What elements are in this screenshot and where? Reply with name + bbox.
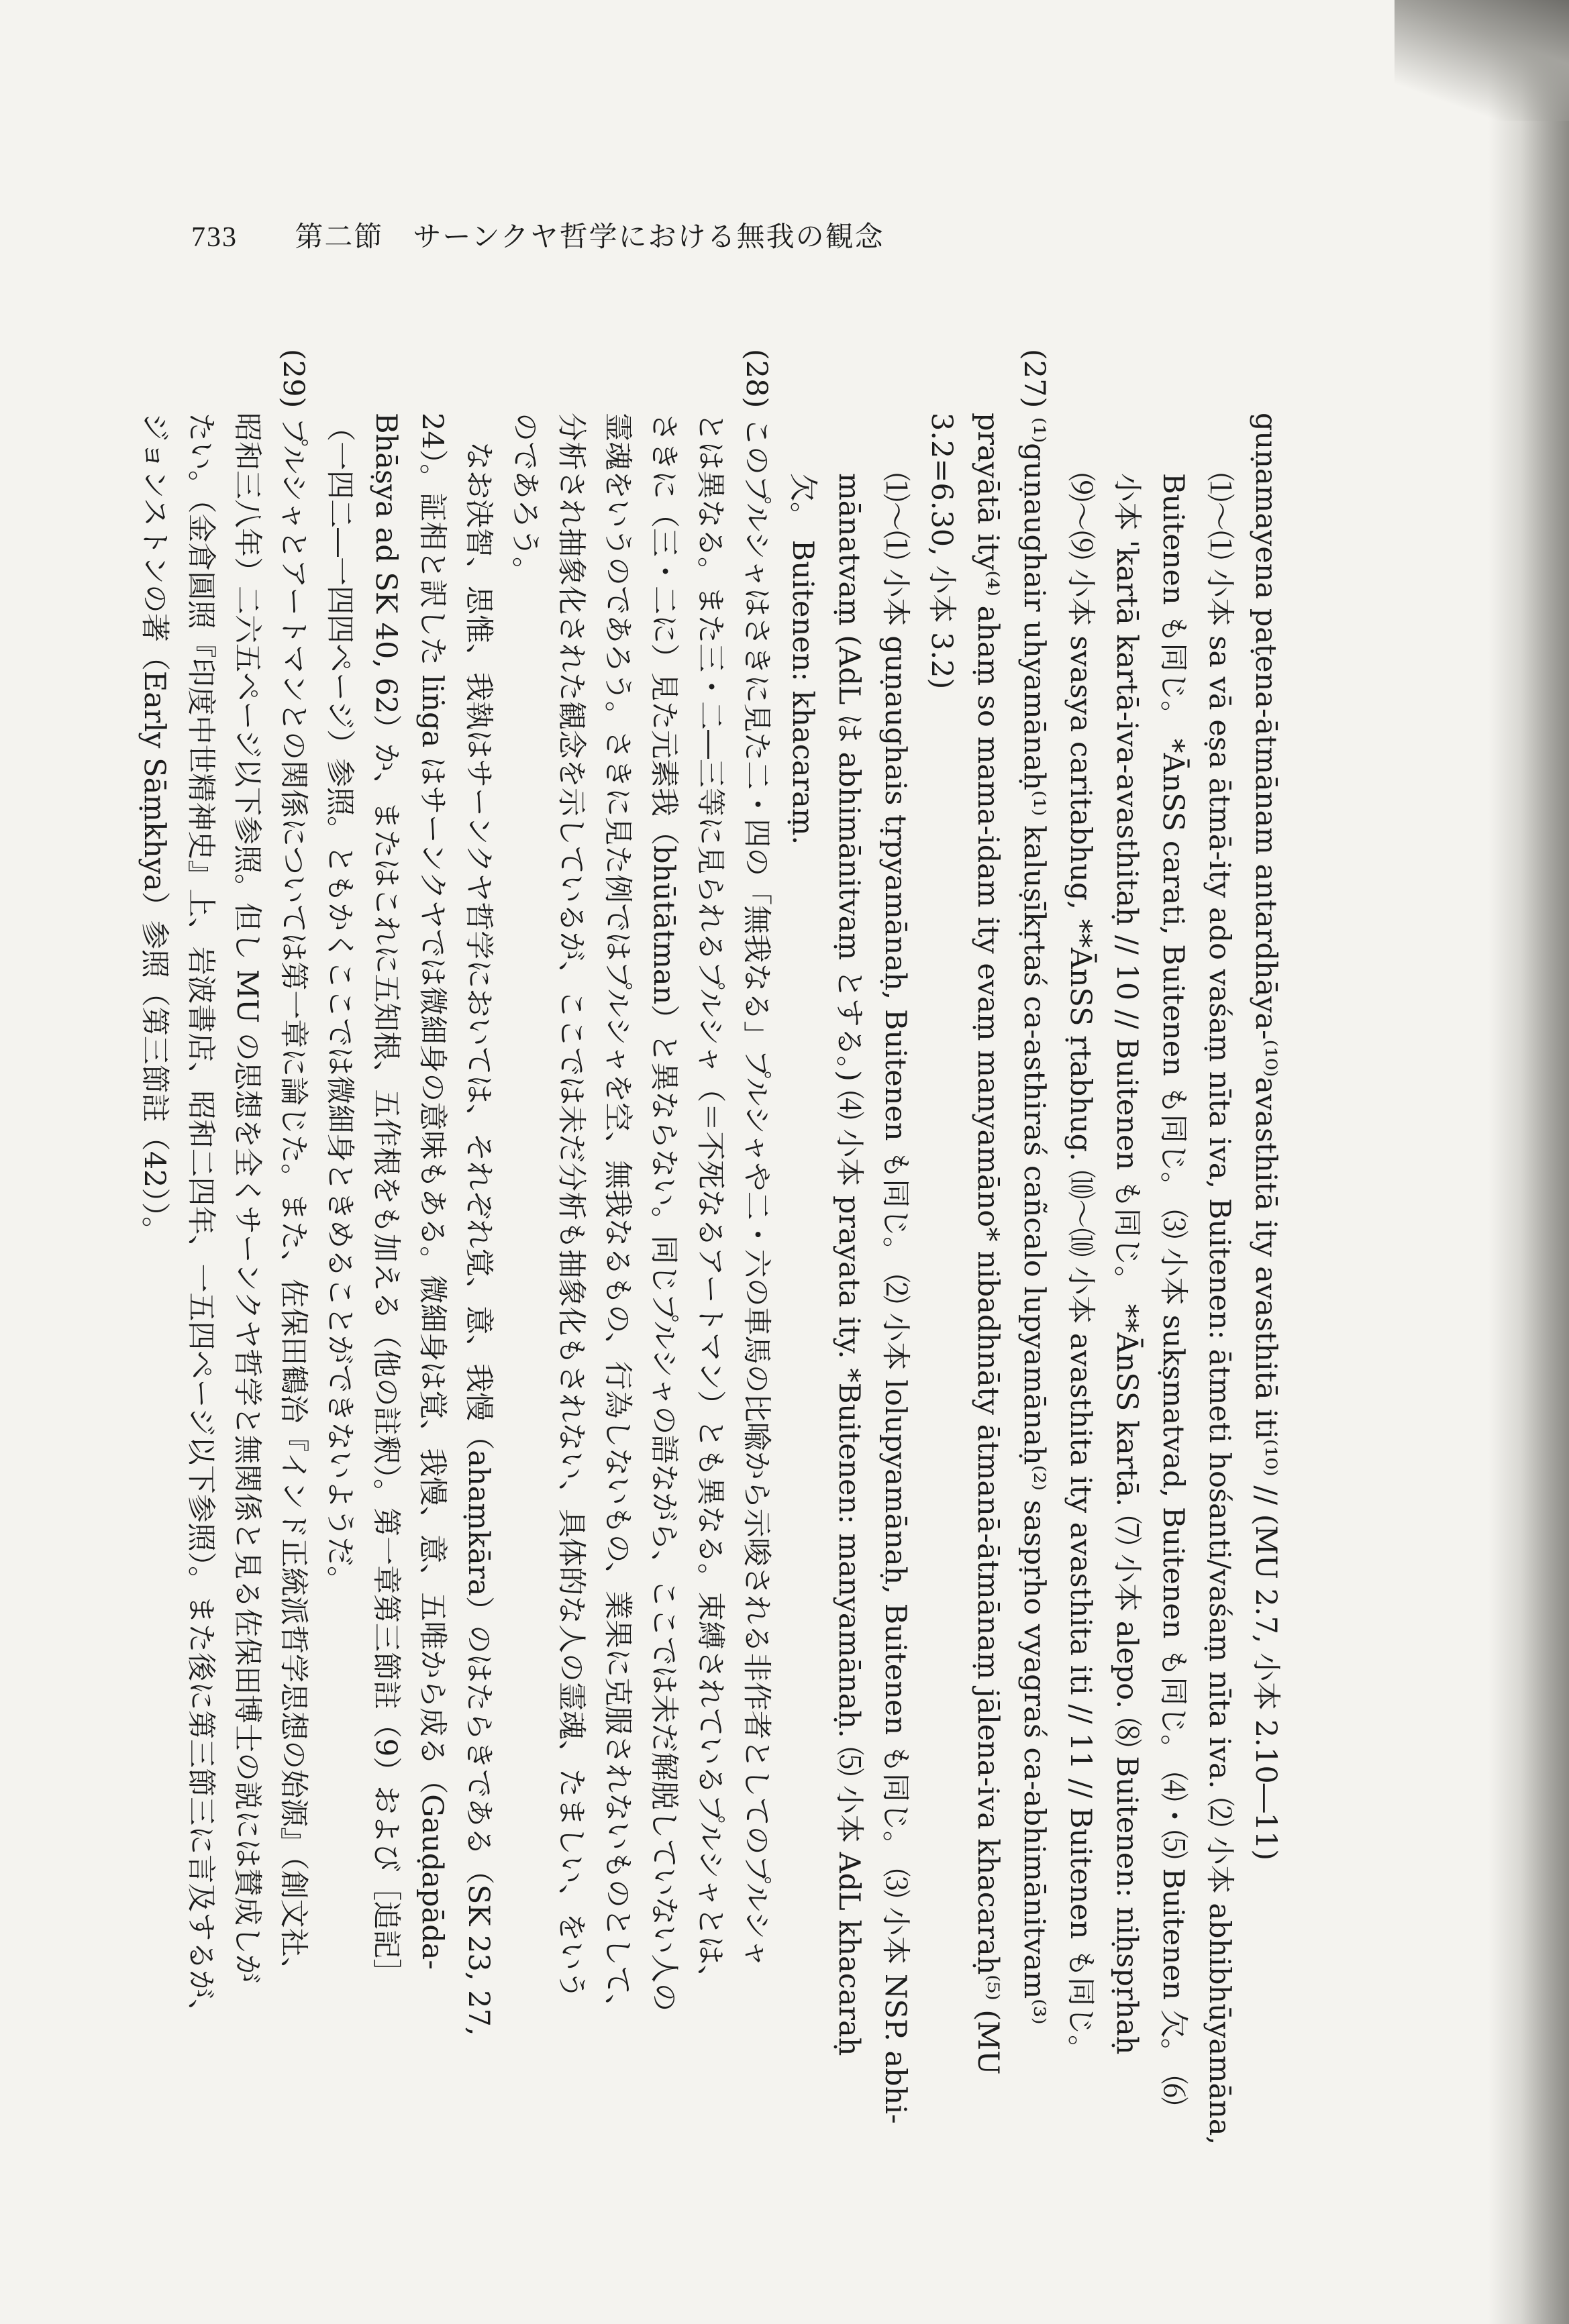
notes-body (138, 349, 1288, 2146)
scan-corner-shadow (1395, 0, 1569, 121)
text-line: guṇamayena paṭena-ātmānam antardhāya-⁽¹⁰⁾avasthitā ity avasthitā iti⁽¹⁰⁾ // (MU 2.7, 小本 2.10―11) (1249, 413, 1282, 1861)
text-line: ⑴～⑴ 小本 guṇaughais tṛpyamānaḥ, Buitenen も同じ。 ⑵ 小本 lolupyamānaḥ, Buitenen も同じ。 ⑶ 小本 NSP. abhi- (878, 473, 912, 2124)
text-line: mānatvaṃ (AdL は abhimānitvaṃ とする。) ⑷ 小本 prayata ity. *Buitenen: manyamānaḥ. ⑸ 小本 AdL khacaraḥ (832, 473, 866, 2056)
text-line: たい。（金倉圓照『印度中世精神史』上、岩波書店、昭和二四年、一五四ページ以下参照）。また後に第三節三に言及するが、 (184, 413, 217, 2028)
text-line: prayātā ity⁽⁴⁾ ahaṃ so mama-idam ity evaṃ manyamāno* nibadhnāty ātmanā-ātmānaṃ jālena-iva khacaraḥ⁽⁵⁾ (MU (971, 413, 1005, 2075)
text-line: とは異なる。また三・二―三等に見られるプルシャ（＝不死なるアートマン）とも異なる。束縛されているプルシャとは、 (693, 413, 727, 1994)
text-line: ⑼～⑼ 小本 svasya caritabhug, **ĀnSS ṛtabhug. ⑽～⑽ 小本 avasthita ity avasthita iti // 11 // Buitenen も同じ。 (1064, 473, 1097, 2064)
text-line: Bhāṣya ad SK 40, 62）か、またはこれに五知根、五作根をも加える（他の註釈）。第一章第三節註（9）および［追記］ (369, 413, 403, 1988)
running-head (191, 215, 884, 255)
text-line: 欠。 Buitenen: khacaraṃ. (786, 473, 819, 845)
text-line: (29) プルシャとアートマンとの関係については第一章に論じた。また、佐保田鶴治『インド正統派哲学思想の始源』（創文社、 (276, 349, 310, 1986)
text-line: 24）。証相と訳した liṅga はサーンクヤでは微細身の意味もある。微細身は覚、我慢、意、五唯から成る（Gauḍapāda- (415, 413, 449, 1970)
text-line: さきに（三・二に）見た元素我（bhūtātman）と異ならない。同じプルシャの語ながら、ここでは未だ解脱していない人の (647, 413, 680, 2012)
text-line: のであろう。 (508, 413, 542, 586)
text-line: Buitenen も同じ。 *ĀnSS carati, Buitenen も同じ。 ⑶ 小本 sukṣmatvad, Buitenen も同じ。 ⑷・⑸ Buitenen 欠。 ⑹ (1156, 473, 1190, 2105)
text-line: 分析され抽象化された観念を示しているが、ここでは未だ分析も抽象化もされない、具体的な人の霊魂、たましい、をいう (554, 413, 588, 1999)
text-line: 3.2=6.30, 小本 3.2) (925, 413, 958, 690)
text-line: ジョンストンの著（Early Sāṃkhya）参照（第三節註（42））。 (138, 413, 171, 1246)
text-line: ⑴～⑴ 小本 sa vā eṣa ātmā-ity ado vaśaṃ nīta iva, Buitenen: ātmeti hośanti/vaśaṃ nīta iva. ⑵ 小本 abhibhūyamāna, (1203, 473, 1236, 2146)
text-line: 霊魂をいうのであろう。さきに見た例ではプルシャを空、無我なるもの、行為しないもの、業果に克服されないものとして、 (601, 413, 634, 2023)
page-number: 733 (191, 222, 238, 253)
text-line: 昭和三八年）二六五ページ以下参照。但し MU の思想を全くサーンクヤ哲学と無関係と見る佐保田博士の説には賛成しが (230, 413, 264, 1984)
text-line: (28) このプルシャはさきに見た二・四の「無我なる」プルシャや二・六の車馬の比喩から示唆される非作者としてのプルシャ (740, 349, 773, 1968)
text-line: （一四二―一四四ページ）参照。ともかくここでは微細身ときめることができないようだ。 (323, 413, 356, 1595)
text-line: (27) ⁽¹⁾guṇaughair uhyamānaḥ⁽¹⁾ kaluṣīkṛtaś ca-asthiraś cañcalo lupyamānaḥ⁽²⁾ saspṛho vyagraś ca-abhimānitvam⁽³⁾ (1017, 349, 1051, 2025)
scan-page-edge (1488, 0, 1569, 2324)
section-title: 第二節 サーンクヤ哲学における無我の観念 (295, 220, 884, 253)
rotated-text-frame (138, 349, 1288, 2146)
text-line: なお決智、思惟、我執はサーンクヤ哲学においては、それぞれ覚、意、我慢（ahaṃkāra）のはたらきである（SK 23, 27, (462, 413, 495, 2036)
text-line: 小本 'kartā kartā-iva-avasthitaḥ // 10 // Buitenen も同じ。 **ĀnSS kartā. ⑺ 小本 alepo. ⑻ Buitenen: niḥspṛhaḥ (1110, 473, 1144, 2055)
